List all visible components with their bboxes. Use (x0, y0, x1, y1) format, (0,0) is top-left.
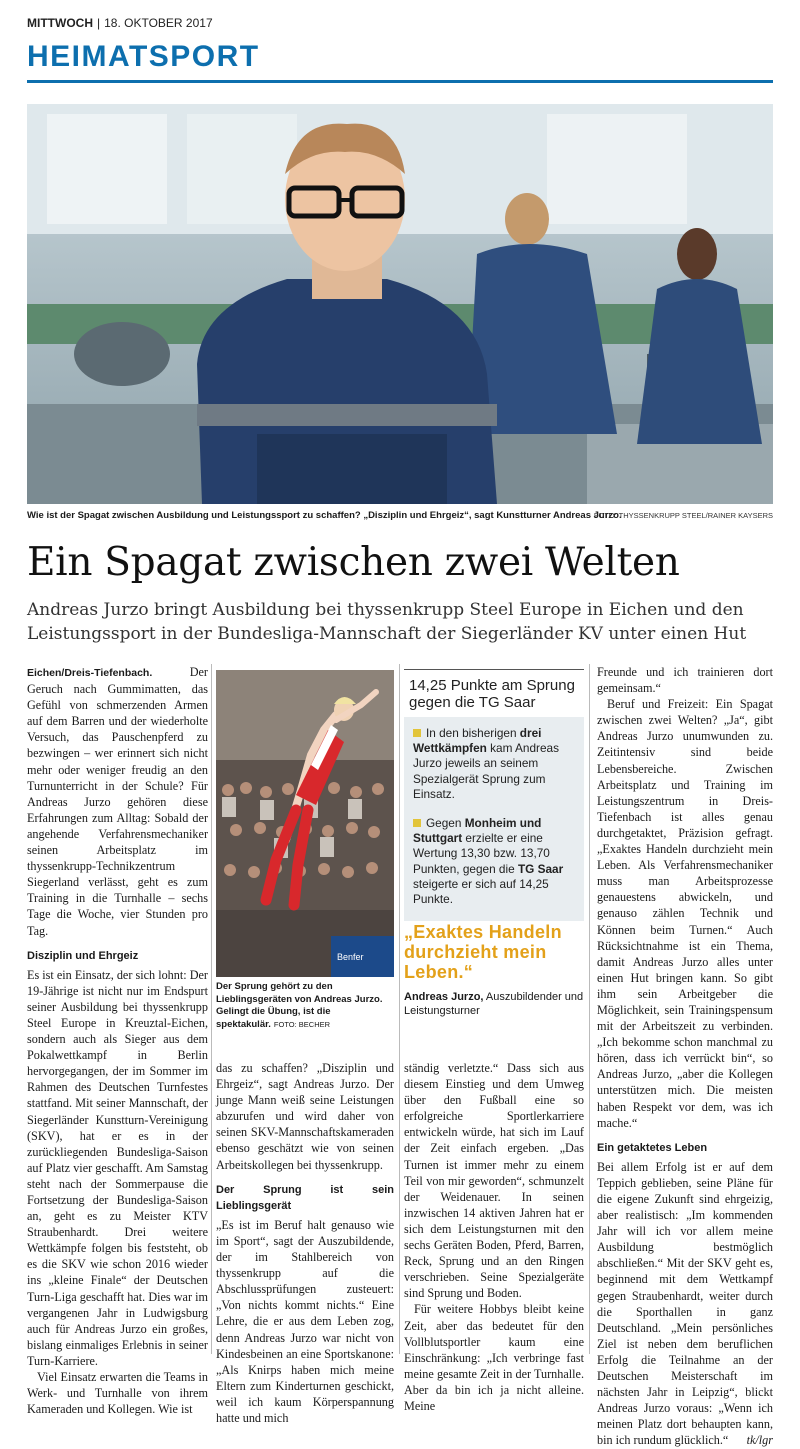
lead-text: Der Geruch nach Gummimatten, das Gefühl von schmerzenden Armen auf dem Barren und der wiederholte Versuch, das Pauschenpferd zu bezwingen – wer erinnert sich nicht mehr oder weniger freudig an den Turnunterricht in der Schule? Für Andreas Jurzo gehören diese Erfahrungen zum Alltag: Sobald der angehende Verfahrensmechaniker seinen Arbeitsplatz im thyssenkrupp-Technikzentrum Siegerland verlässt, geht es zum Training in die Turnhalle – sechs Tage die Woche, vier Stunden pro Tag. (27, 665, 208, 938)
subheading-discipline: Disziplin und Ehrgeiz (27, 949, 139, 962)
subheading-jump: Der Sprung ist sein Lieblingsgerät (216, 1183, 394, 1212)
hall-banner-text: Benfer (337, 952, 364, 962)
bullet-square-icon (413, 729, 421, 737)
article-column-3 (404, 1060, 584, 1414)
hero-photo-credit: FOTO: THYSSENKRUPP STEEL/RAINER KAYSERS (593, 511, 773, 520)
gymnast-photo-credit: FOTO: BECHER (273, 1019, 331, 1029)
paragraph: Beruf und Freizeit: Ein Spagat zwischen zwei Welten? „Ja“, gibt Andreas Jurzo unumwunden zu. Zeitintensiv sind beide Lebensbereiche. Zwischen Arbeitsplatz und Training im Leistungszentrum in Dreis-Tiefenbach ist alles genau durchgetaktet, Präzision gefragt. „Exaktes Handeln durchzieht mein Leben. Als Verfahrensmechaniker muss man Arbeitsprozesse genauestens abwickeln, und genauso zählen Technik und Können beim Turnen.“ Auch Rücksichtnahme ist ein Thema, damit Andreas Jurzo alles unter einen Hut bringen kann. So gibt ihm sein Arbeitgeber die Möglichkeit, sein Trainingspensum mit der Arbeitszeit zu verbinden. „Ich bekomme schon manchmal zu hören, dass ich verrückt bin“, so Andreas Jurzo, „aber die Kollegen unterstützen mich. Die meisten haben Respekt vor dem, was ich mache.“ (597, 697, 773, 1130)
author-signoff: tk/lgr (746, 1433, 773, 1448)
article-column-4 (597, 664, 773, 1449)
section-rule (27, 80, 773, 83)
hero-caption-text: Wie ist der Spagat zwischen Ausbildung und Leistungssport zu schaffen? „Disziplin und Ehrgeiz“, sagt Kunstturner Andreas Jurzo. (27, 510, 622, 521)
headline: Ein Spagat zwischen zwei Welten (27, 540, 680, 585)
column-divider (211, 664, 212, 1354)
paragraph: Viel Einsatz erwarten die Teams in Werk- und Turnhalle von ihrem Kameraden und Kollegen. Wie ist (27, 1370, 208, 1417)
info-box-body (404, 717, 584, 921)
gymnast-caption-text: Der Sprung gehört zu den Lieblingsgeräten von Andreas Jurzo. Gelingt die Übung, ist die spektakulär. (216, 981, 383, 1030)
pull-quote-attribution: Andreas Jurzo, Auszubildender und Leistungsturner (404, 991, 584, 1017)
gymnast-photo-illustration (216, 670, 394, 977)
subheadline: Andreas Jurzo bringt Ausbildung bei thyssenkrupp Steel Europe in Eichen und den Leistungssport in der Bundesliga-Mannschaft der Siegerländer KV unter einen Hut (27, 600, 747, 644)
article-column-1 (27, 664, 208, 1417)
gymnast-photo (216, 670, 394, 977)
date-separator: | (96, 16, 101, 30)
subheading-clocked-life: Ein getaktetes Leben (597, 1141, 708, 1154)
info-box-title: 14,25 Punkte am Sprung gegen die TG Saar (409, 677, 575, 711)
article-column-2 (216, 1060, 394, 1426)
hero-photo (27, 104, 773, 504)
info-box (404, 669, 584, 921)
info-item: In den bisherigen drei Wettkämpfen kam Andreas Jurzo jeweils an seinem Spezialgerät Sprung zum Einsatz. (413, 726, 559, 801)
paragraph: Freunde und ich trainieren dort gemeinsam.“ (597, 665, 773, 696)
paragraph: „Es ist im Beruf halt genauso wie im Sport“, sagt der Auszubildende, der im Stahlbereich von thyssenkrupp auf die Abschlussprüfungen zusteuert: „Von nichts kommt nichts.“ Eine Lehre, die er aus dem Leben zog, denn Andreas Jurzo war nicht von Kindesbeinen an eine Sportskanone: „Als Knirps haben mich meine Eltern zum Kinderturnen geschickt, weil ich kaum Körperspannung hatte und mich (216, 1217, 394, 1425)
column-divider (589, 664, 590, 1354)
paragraph: Es ist ein Einsatz, der sich lohnt: Der 19-Jährige ist nicht nur im Endspurt seiner Ausbildung bei thyssenkrupp Steel Europe in Kreuztal-Eichen, sondern auch als Sieger aus dem Pokalwettkampf in Berlin hervorgegangen, der im Sommer im Rahmen des Deutschen Turnfestes stattfand. Mit seiner Mannschaft, der Siegerländer Kunstturn-Vereinigung (SKV), hat er es in der zurückliegenden Bundesliga-Saison auf Platz vier geschafft. Am Samstag steht nach der Sommerpause die Fortsetzung der Bundesliga-Saison an, geht es zu Meister KTV Straubenhardt. Drei weitere Wettkämpfe folgen bis feststeht, ob es die SKV wie schon 2016 wieder ins „kleine Finale“ der Deutschen Turn-Liga geschafft hat. Dies war im vergangenen Jahr in Ludwigsburg auch für Andreas Jurzo ein großes, bislang einmaliges Erlebnis in seiner Turn-Karriere. (27, 967, 208, 1368)
column-divider (399, 664, 400, 1354)
paragraph: Für weitere Hobbys bleibt keine Zeit, aber das bedeutet für den Vollblutsportler kaum eine Einschränkung: „Ich verbringe fast meine gesamte Zeit in der Turnhalle. Aber da bin ich ja nicht alleine. Meine (404, 1302, 584, 1413)
paragraph: ständig verletzte.“ Dass sich aus diesem Einstieg und dem Umweg über den Fußball eine so erfolgreiche Sportlerkarriere entwickeln würde, hat sich im Lauf der Zeit einfach ergeben. „Das Turnen ist immer mehr zu einem Teil von mir geworden“, schmunzelt der Weidenauer. In seinen inzwischen 14 aktiven Jahren hat er sich dem Leistungsturnen mit den sechs Geräten Boden, Pferd, Barren, Reck, Sprung und an den Ringen verschrieben. Seine Spezialgeräte sind Sprung und Boden. (404, 1061, 584, 1301)
gymnast-photo-caption (216, 981, 396, 1031)
masthead-date (27, 16, 213, 30)
bullet-square-icon (413, 819, 421, 827)
hero-photo-illustration (27, 104, 773, 504)
paragraph: Bei allem Erfolg ist er auf dem Teppich geblieben, seine Pläne für die eigene Zukunft sind ehrgeizig, aber realistisch: „Im kommenden Jahr will ich vor allem meine Ausbildung bestmöglich abschließen.“ Mit der SKV geht es, beginnend mit dem Wettkampf gegen Straubenhardt, weiter durch die Sporthallen in ganz Deutschland. „Mein persönliches Ziel ist neben dem beruflichen Erfolg die Teilnahme an der Deutschen Meisterschaft im nächsten Jahr in Leipzig“, blickt Andreas Jurzo voraus: „Wenn ich meinen Platz dort behaupten kann, bin ich rundum glücklich.“ tk/lgr (597, 1159, 773, 1448)
dateline: Eichen/Dreis-Tiefenbach. (27, 667, 153, 679)
weekday: MITTWOCH (27, 16, 93, 30)
pull-quote (404, 922, 584, 1018)
section-title: HEIMATSPORT (27, 40, 260, 73)
info-item: Gegen Monheim und Stuttgart erzielte er eine Wertung 13,30 bzw. 13,70 Punkten, gegen die TG Saar steigerte er sich auf 14,25 Punkte. (413, 816, 564, 907)
issue-date: 18. OKTOBER 2017 (104, 16, 213, 30)
lead-paragraph (27, 664, 208, 939)
pull-quote-text: „Exaktes Handeln durchzieht mein Leben.“ (404, 922, 562, 982)
paragraph: das zu schaffen? „Disziplin und Ehrgeiz“, sagt Andreas Jurzo. Der junge Mann weiß seine Leistungen abzurufen und wird daher von seinen SKV-Mannschaftskameraden ebenso geschätzt wie von seinen Arbeitskollegen bei thyssenkrupp. (216, 1061, 394, 1172)
hero-caption (27, 510, 773, 521)
